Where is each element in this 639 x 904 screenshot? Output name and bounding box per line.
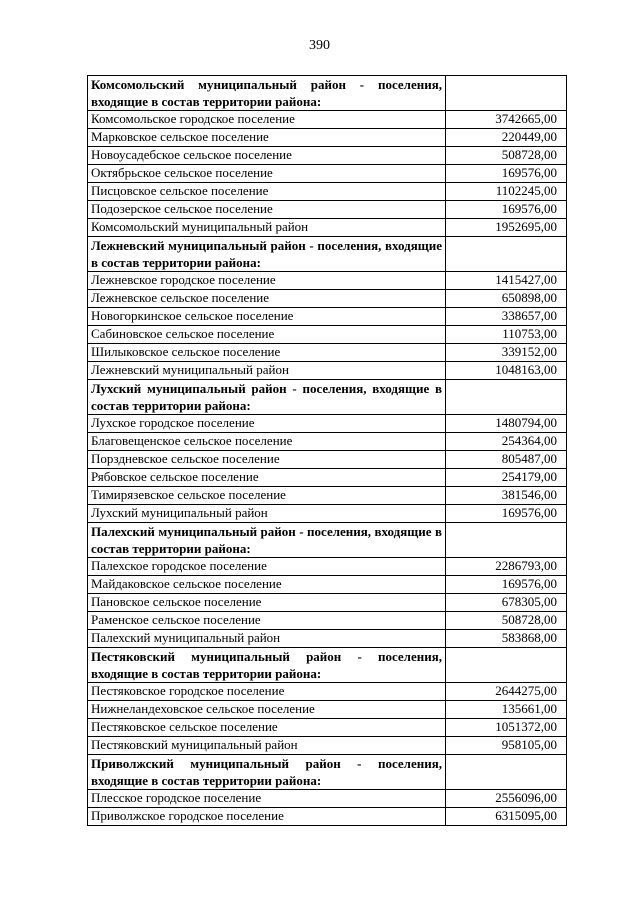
amount-cell: 339152,00 (446, 344, 567, 362)
amount-cell: 110753,00 (446, 326, 567, 344)
settlement-row (88, 469, 567, 487)
empty-amount-cell (446, 523, 567, 558)
settlement-row (88, 630, 567, 648)
settlement-name: Пестяковское городское поселение (88, 683, 446, 701)
settlement-name: Писцовское сельское поселение (88, 183, 446, 201)
amount-cell: 1952695,00 (446, 219, 567, 237)
settlement-name: Раменское сельское поселение (88, 612, 446, 630)
settlement-row (88, 505, 567, 523)
settlement-row (88, 737, 567, 755)
settlement-name: Лухский муниципальный район (88, 505, 446, 523)
empty-amount-cell (446, 76, 567, 111)
district-header-label: Приволжский муниципальный район - поселения, входящие в состав территории района: (88, 755, 446, 790)
amount-cell: 1415427,00 (446, 272, 567, 290)
settlement-row (88, 612, 567, 630)
settlement-row (88, 111, 567, 129)
amount-cell: 2556096,00 (446, 790, 567, 808)
settlement-row (88, 165, 567, 183)
amount-cell: 678305,00 (446, 594, 567, 612)
district-header-label: Лухский муниципальный район - поселения, входящие в состав территории района: (88, 380, 446, 415)
district-header-row (88, 755, 567, 790)
amount-cell: 508728,00 (446, 612, 567, 630)
settlement-row (88, 129, 567, 147)
amount-cell: 1048163,00 (446, 362, 567, 380)
settlement-name: Порздневское сельское поселение (88, 451, 446, 469)
amount-cell: 338657,00 (446, 308, 567, 326)
settlement-row (88, 487, 567, 505)
amount-cell: 805487,00 (446, 451, 567, 469)
settlement-name: Лежневский муниципальный район (88, 362, 446, 380)
amount-cell: 169576,00 (446, 576, 567, 594)
settlement-name: Плесское городское поселение (88, 790, 446, 808)
settlement-name: Приволжское городское поселение (88, 808, 446, 826)
settlement-row (88, 362, 567, 380)
settlement-name: Нижнеландеховское сельское поселение (88, 701, 446, 719)
budget-allocation-table (87, 75, 567, 826)
amount-cell: 6315095,00 (446, 808, 567, 826)
district-header-label: Комсомольский муниципальный район - поселения, входящие в состав территории района: (88, 76, 446, 111)
settlement-row (88, 147, 567, 165)
district-header-row (88, 76, 567, 111)
district-header-label: Палехский муниципальный район - поселения, входящие в состав территории района: (88, 523, 446, 558)
empty-amount-cell (446, 237, 567, 272)
settlement-name: Пестяковский муниципальный район (88, 737, 446, 755)
settlement-row (88, 344, 567, 362)
district-header-row (88, 523, 567, 558)
settlement-row (88, 451, 567, 469)
settlement-row (88, 201, 567, 219)
settlement-row (88, 701, 567, 719)
settlement-row (88, 219, 567, 237)
amount-cell: 650898,00 (446, 290, 567, 308)
settlement-row (88, 433, 567, 451)
settlement-row (88, 576, 567, 594)
settlement-name: Тимирязевское сельское поселение (88, 487, 446, 505)
settlement-name: Пестяковское сельское поселение (88, 719, 446, 737)
settlement-row (88, 272, 567, 290)
empty-amount-cell (446, 755, 567, 790)
amount-cell: 958105,00 (446, 737, 567, 755)
amount-cell: 583868,00 (446, 630, 567, 648)
settlement-name: Комсомольское городское поселение (88, 111, 446, 129)
amount-cell: 254364,00 (446, 433, 567, 451)
settlement-name: Новогоркинское сельское поселение (88, 308, 446, 326)
amount-cell: 3742665,00 (446, 111, 567, 129)
district-header-row (88, 380, 567, 415)
settlement-name: Подозерское сельское поселение (88, 201, 446, 219)
settlement-name: Комсомольский муниципальный район (88, 219, 446, 237)
empty-amount-cell (446, 648, 567, 683)
district-header-label: Пестяковский муниципальный район - поселения, входящие в состав территории района: (88, 648, 446, 683)
amount-cell: 1102245,00 (446, 183, 567, 201)
amount-cell: 169576,00 (446, 165, 567, 183)
district-header-label: Лежневский муниципальный район - поселения, входящие в состав территории района: (88, 237, 446, 272)
settlement-name: Лежневское городское поселение (88, 272, 446, 290)
settlement-row (88, 415, 567, 433)
amount-cell: 220449,00 (446, 129, 567, 147)
amount-cell: 254179,00 (446, 469, 567, 487)
settlement-row (88, 594, 567, 612)
settlement-row (88, 308, 567, 326)
settlement-name: Новоусадебское сельское поселение (88, 147, 446, 165)
settlement-row (88, 183, 567, 201)
settlement-name: Палехский муниципальный район (88, 630, 446, 648)
amount-cell: 135661,00 (446, 701, 567, 719)
settlement-row (88, 326, 567, 344)
settlement-row (88, 683, 567, 701)
district-header-row (88, 237, 567, 272)
amount-cell: 2286793,00 (446, 558, 567, 576)
empty-amount-cell (446, 380, 567, 415)
amount-cell: 508728,00 (446, 147, 567, 165)
amount-cell: 1051372,00 (446, 719, 567, 737)
settlement-name: Лухское городское поселение (88, 415, 446, 433)
settlement-name: Шилыковское сельское поселение (88, 344, 446, 362)
settlement-row (88, 808, 567, 826)
settlement-name: Благовещенское сельское поселение (88, 433, 446, 451)
amount-cell: 1480794,00 (446, 415, 567, 433)
settlement-name: Палехское городское поселение (88, 558, 446, 576)
table-body (88, 76, 567, 826)
amount-cell: 2644275,00 (446, 683, 567, 701)
amount-cell: 169576,00 (446, 505, 567, 523)
settlement-name: Лежневское сельское поселение (88, 290, 446, 308)
amount-cell: 381546,00 (446, 487, 567, 505)
settlement-name: Пановское сельское поселение (88, 594, 446, 612)
settlement-name: Октябрьское сельское поселение (88, 165, 446, 183)
settlement-name: Марковское сельское поселение (88, 129, 446, 147)
settlement-row (88, 790, 567, 808)
settlement-row (88, 290, 567, 308)
settlement-name: Рябовское сельское поселение (88, 469, 446, 487)
page-number: 390 (309, 38, 330, 53)
settlement-row (88, 558, 567, 576)
amount-cell: 169576,00 (446, 201, 567, 219)
settlement-row (88, 719, 567, 737)
settlement-name: Сабиновское сельское поселение (88, 326, 446, 344)
settlement-name: Майдаковское сельское поселение (88, 576, 446, 594)
district-header-row (88, 648, 567, 683)
